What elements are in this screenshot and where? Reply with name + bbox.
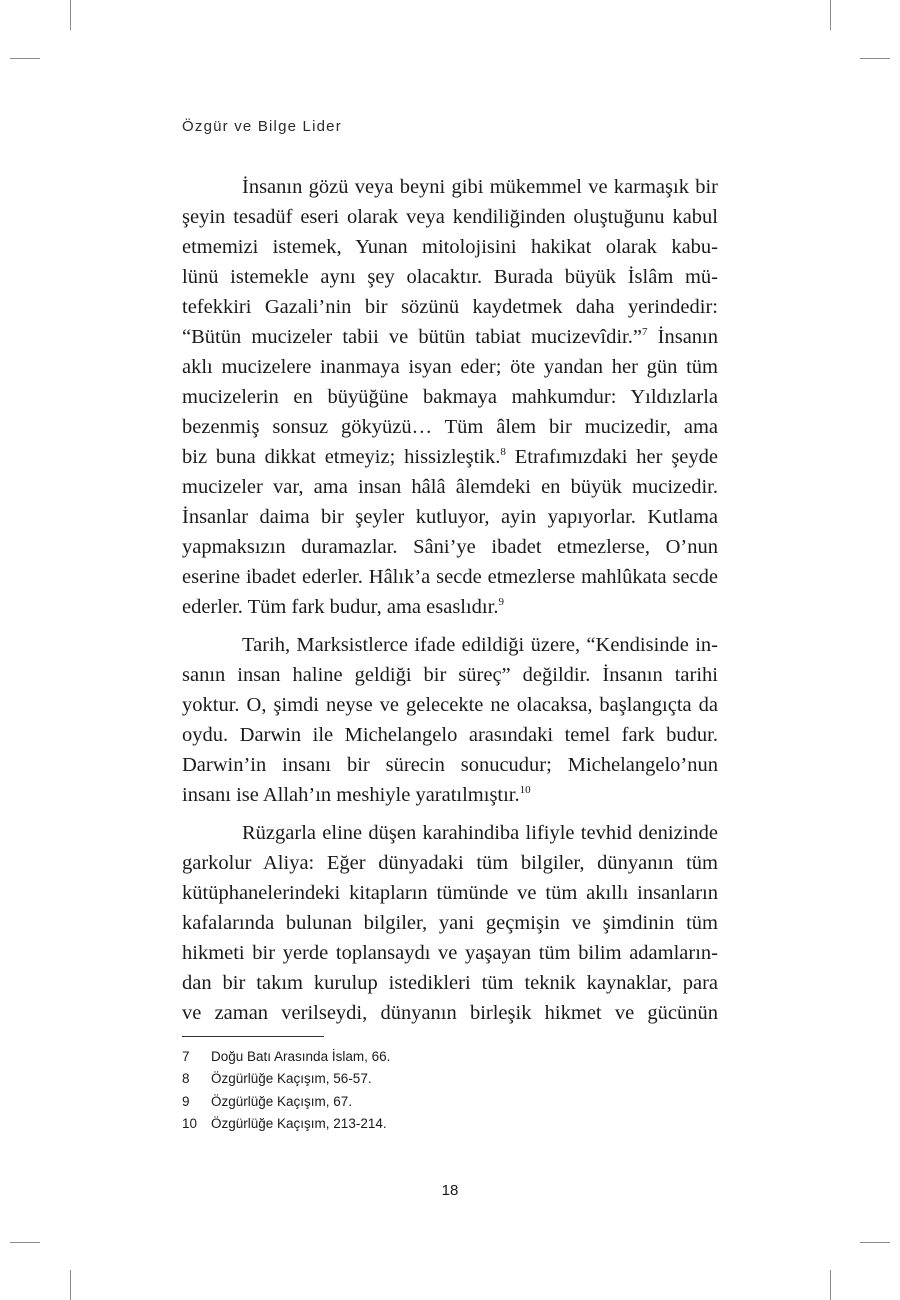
footnotes	[182, 1046, 718, 1135]
running-header: Özgür ve Bilge Lider	[182, 118, 342, 135]
footnote-ref: 7	[641, 326, 648, 339]
text-line: ve zaman verilseydi, dünyanın birleşik hikmet ve gücünün	[182, 1002, 718, 1024]
text-line: tefekkiri Gazali’nin bir sözünü kaydetmek daha yerindedir:	[182, 296, 718, 318]
footnote-number: 7	[182, 1049, 190, 1064]
text-line: İnsanın gözü veya beyni gibi mükemmel ve karmaşık bir	[242, 176, 718, 198]
text-line: mucizeler var, ama insan hâlâ âlemdeki en büyük mucizedir.	[182, 476, 718, 498]
text-line: Darwin’in insanı bir sürecin sonucudur; Michelangelo’nun	[182, 754, 718, 776]
footnote-number: 8	[182, 1071, 190, 1087]
crop-mark	[70, 0, 71, 30]
text-line: “Bütün mucizeler tabii ve bütün tabiat mucizevîdir.”$^7$ İnsanın	[182, 326, 718, 348]
crop-mark	[70, 1270, 71, 1300]
footnote-ref: 9	[498, 596, 504, 609]
text-line: sanın insan haline geldiği bir süreç” değildir. İnsanın tarihi	[182, 664, 718, 686]
text-line: mucizelerin en büyüğüne bakmaya mahkumdur: Yıldızlarla	[182, 386, 718, 408]
crop-mark	[10, 58, 40, 59]
paragraph	[182, 818, 718, 1028]
text-line: etmemizi istemek, Yunan mitolojisini hakikat olarak kabu-	[182, 236, 718, 258]
text-line: İnsanlar daima bir şeyler kutluyor, ayin yapıyorlar. Kutlama	[182, 506, 718, 528]
footnote	[182, 1113, 718, 1135]
text-line: ederler. Tüm fark budur, ama esaslıdır.$^9$	[182, 596, 504, 618]
text-line: hikmeti bir yerde toplansaydı ve yaşayan tüm bilim adamların-	[182, 942, 718, 964]
footnote-number: 10	[182, 1115, 198, 1131]
footnote-ref: 10	[519, 784, 531, 797]
crop-mark	[860, 58, 890, 59]
footnote-ref: 8	[500, 446, 506, 459]
text-line: oydu. Darwin ile Michelangelo arasındaki temel fark budur.	[182, 724, 718, 746]
text-line: insanı ise Allah’ın meshiyle yaratılmıştır.$^{10}$	[182, 784, 531, 806]
text-line: yapmaksızın duramazlar. Sâni’ye ibadet etmezlerse, O’nun	[182, 536, 718, 558]
footnote-rule	[182, 1036, 324, 1037]
text-line: Tarih, Marksistlerce ifade edildiği üzere, “Kendisinde in-	[242, 634, 718, 656]
crop-mark	[830, 1270, 831, 1300]
text-line: garkolur Aliya: Eğer dünyadaki tüm bilgiler, dünyanın tüm	[182, 852, 718, 874]
footnote-text: Doğu Batı Arasında İslam, 66.	[211, 1049, 391, 1064]
text-line: aklı mucizelere inanmaya isyan eder; öte yandan her gün tüm	[182, 356, 718, 378]
text-line: bezenmiş sonsuz gökyüzü… Tüm âlem bir mucizedir, ama	[182, 416, 718, 438]
footnote-text: Özgürlüğe Kaçışım, 213-214.	[211, 1115, 387, 1131]
text-line: yoktur. O, şimdi neyse ve gelecekte ne olacaksa, başlangıçta da	[182, 694, 718, 716]
footnote-number: 9	[182, 1093, 190, 1109]
text-line: kütüphanelerindeki kitapların tümünde ve tüm akıllı insanların	[182, 882, 718, 904]
footnote-text: Özgürlüğe Kaçışım, 56-57.	[211, 1071, 372, 1087]
text-line: şeyin tesadüf eseri olarak veya kendiliğinden oluştuğunu kabul	[182, 206, 718, 228]
text-line: biz buna dikkat etmeyiz; hissizleştik.$^8$ Etrafımızdaki her şeyde	[182, 446, 718, 468]
footnote-text: Özgürlüğe Kaçışım, 67.	[211, 1093, 353, 1109]
text-line: Rüzgarla eline düşen karahindiba lifiyle tevhid denizinde	[242, 822, 718, 844]
paragraph	[182, 630, 718, 810]
text-line: eserine ibadet ederler. Hâlık’a secde etmezlerse mahlûkata secde	[182, 566, 718, 588]
text-line: kafalarında bulunan bilgiler, yani geçmişin ve şimdinin tüm	[182, 912, 718, 934]
crop-mark	[830, 0, 831, 30]
text-line: dan bir takım kurulup istedikleri tüm teknik kaynaklar, para	[182, 972, 718, 994]
footnote	[182, 1091, 718, 1113]
page-number: 18	[441, 1182, 459, 1199]
footnote	[182, 1046, 718, 1068]
text-line: lünü istemekle aynı şey olacaktır. Burada büyük İslâm mü-	[182, 266, 718, 288]
body-text	[182, 172, 718, 1036]
footnote	[182, 1068, 718, 1090]
paragraph	[182, 172, 718, 622]
crop-mark	[860, 1242, 890, 1243]
crop-mark	[10, 1242, 40, 1243]
